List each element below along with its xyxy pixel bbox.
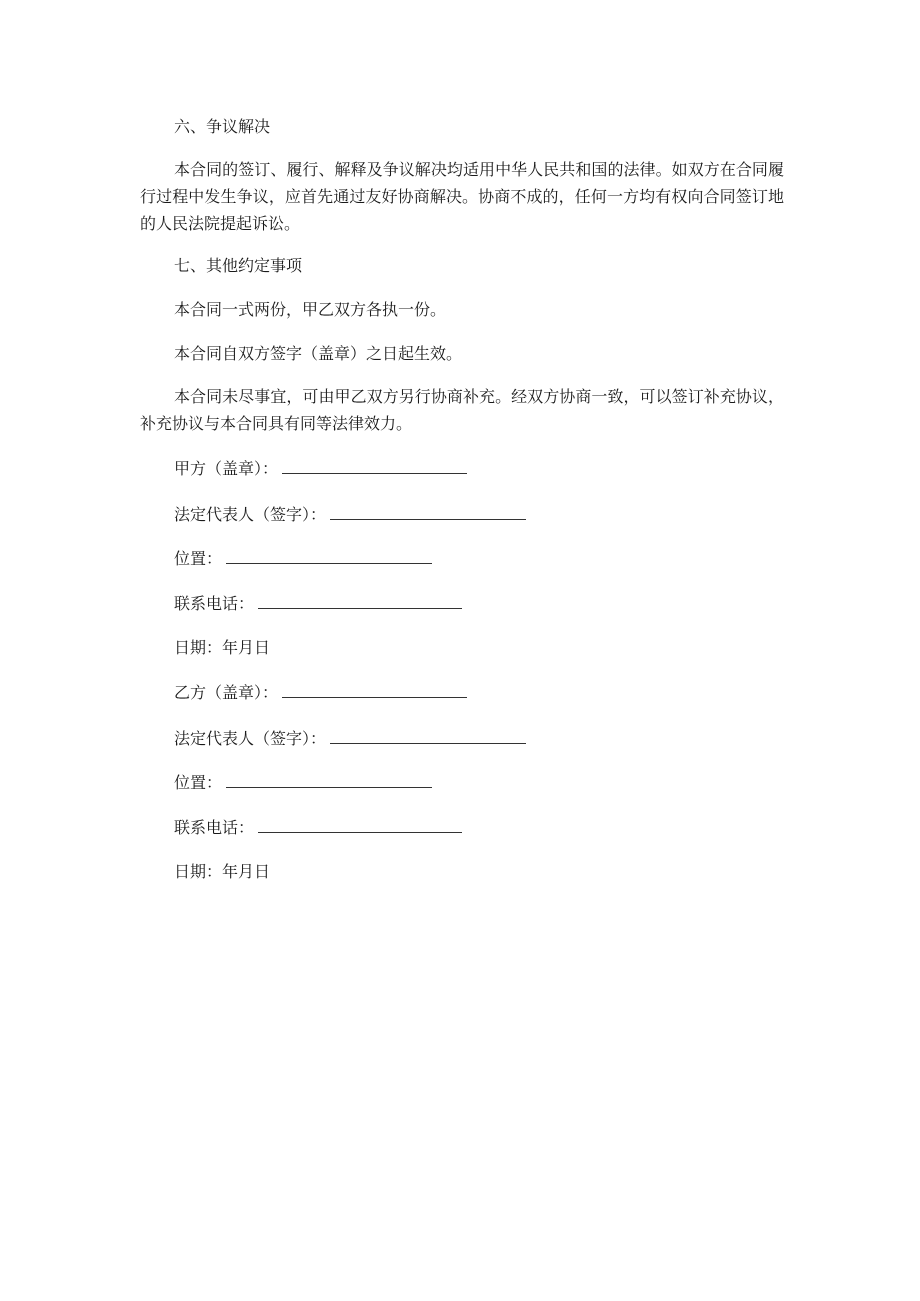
party-b-location-label: 位置：: [174, 773, 223, 792]
supplement-clause: 本合同未尽事宜，可由甲乙双方另行协商补充。经双方协商一致，可以签订补充协议，补充协议与本合同具有同等法律效力。: [140, 387, 784, 433]
party-b-rep-label: 法定代表人（签字）：: [174, 729, 327, 748]
party-b-phone-label: 联系电话：: [174, 818, 255, 837]
party-b-seal-blank[interactable]: [282, 683, 467, 698]
party-a-phone-blank[interactable]: [258, 594, 462, 609]
section-6-heading: 六、争议解决: [174, 117, 271, 136]
party-a-date: 日期：年月日: [174, 638, 271, 657]
party-b-rep-row: [174, 726, 526, 751]
party-a-seal-label: 甲方（盖章）：: [174, 459, 279, 478]
section-6-paragraph: 本合同的签订、履行、解释及争议解决均适用中华人民共和国的法律。如双方在合同履行过程中发生争议，应首先通过友好协商解决。协商不成的，任何一方均有权向合同签订地的人民法院提起诉讼。: [140, 160, 784, 233]
party-a-location-label: 位置：: [174, 549, 223, 568]
party-a-seal-row: [174, 456, 467, 481]
section-7-heading: 七、其他约定事项: [174, 256, 303, 275]
party-a-rep-blank[interactable]: [330, 505, 526, 520]
party-b-seal-label: 乙方（盖章）：: [174, 683, 279, 702]
party-b-phone-blank[interactable]: [258, 818, 462, 833]
party-b-date: 日期：年月日: [174, 862, 271, 881]
party-a-location-blank[interactable]: [226, 549, 432, 564]
party-b-location-row: [174, 770, 432, 795]
party-a-rep-label: 法定代表人（签字）：: [174, 505, 327, 524]
party-b-phone-row: [174, 815, 462, 840]
party-b-seal-row: [174, 680, 467, 705]
party-a-phone-row: [174, 591, 462, 616]
party-a-phone-label: 联系电话：: [174, 594, 255, 613]
party-b-location-blank[interactable]: [226, 773, 432, 788]
copies-clause: 本合同一式两份，甲乙双方各执一份。: [174, 300, 447, 319]
party-a-location-row: [174, 546, 432, 571]
party-b-rep-blank[interactable]: [330, 729, 526, 744]
party-a-rep-row: [174, 502, 526, 527]
party-a-seal-blank[interactable]: [282, 459, 467, 474]
effective-clause: 本合同自双方签字（盖章）之日起生效。: [174, 344, 463, 363]
